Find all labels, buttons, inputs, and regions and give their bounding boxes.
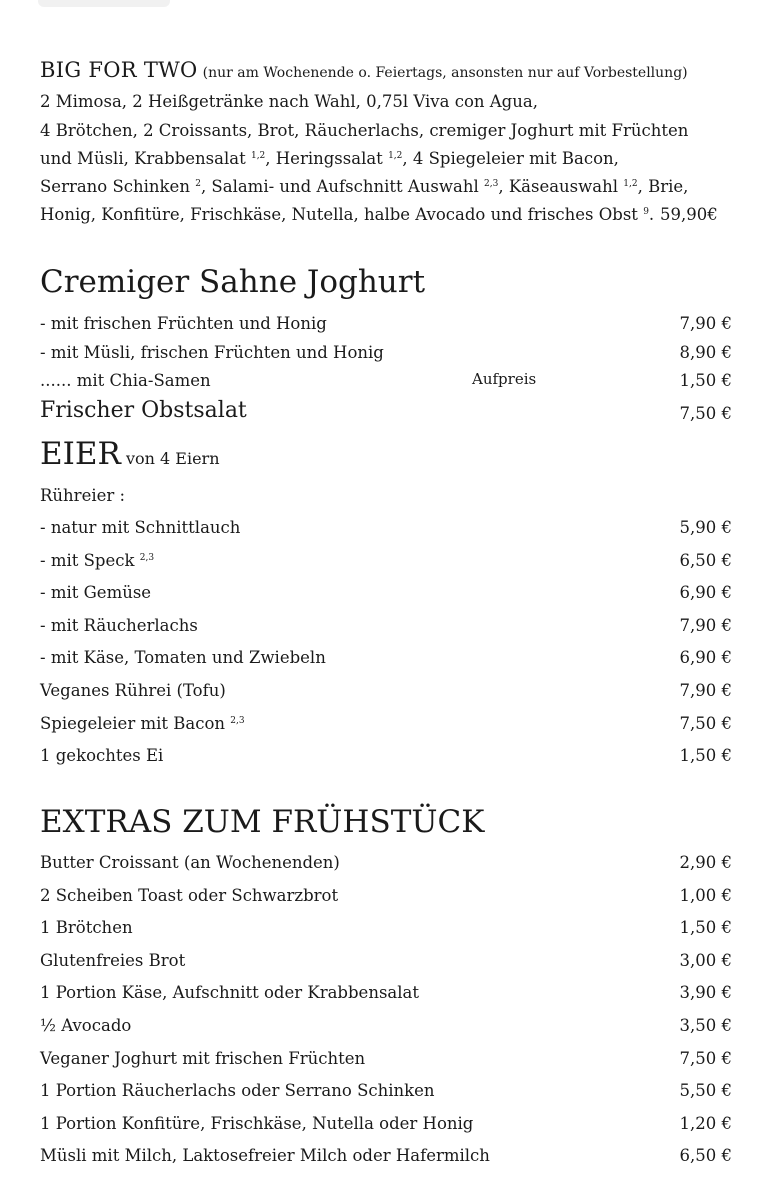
menu-item-price: 1,50 € bbox=[679, 918, 732, 938]
big-for-two-line-3 bbox=[40, 149, 619, 168]
item-text: 1 Portion Käse, Aufschnitt oder Krabbensalat bbox=[40, 983, 420, 1003]
text-part: Serrano Schinken bbox=[40, 177, 196, 196]
big-for-two-line-2: 4 Brötchen, 2 Croissants, Brot, Räucherlachs, cremiger Joghurt mit Früchten bbox=[40, 121, 689, 140]
allergen-sup: 9 bbox=[643, 207, 649, 217]
item-text: Veganer Joghurt mit frischen Früchten bbox=[40, 1048, 366, 1068]
item-text: Glutenfreies Brot bbox=[40, 950, 186, 970]
item-text: - natur mit Schnittlauch bbox=[40, 518, 241, 537]
item-text: - mit Gemüse bbox=[40, 583, 152, 603]
menu-item-price: 7,50 € bbox=[679, 713, 732, 733]
menu-item-label bbox=[40, 371, 211, 390]
menu-item-label bbox=[40, 886, 338, 905]
item-text: 1 Portion Konfitüre, Frischkäse, Nutella oder Honig bbox=[40, 1113, 474, 1133]
menu-item-label bbox=[40, 648, 326, 667]
item-text: - mit Müsli, frischen Früchten und Honig bbox=[40, 342, 384, 362]
text-part: und Müsli, Krabbensalat bbox=[40, 149, 251, 168]
text-part: , Käseauswahl bbox=[498, 177, 624, 196]
menu-item-price: 6,50 € bbox=[679, 1146, 732, 1166]
menu-item-price: 5,50 € bbox=[679, 1081, 732, 1101]
item-text: Veganes Rührei (Tofu) bbox=[40, 681, 226, 700]
big-for-two-title: BIG FOR TWO bbox=[40, 58, 198, 82]
eier-heading-row bbox=[40, 436, 220, 472]
allergen-sup: 2,3 bbox=[230, 715, 245, 726]
item-text: - mit Räucherlachs bbox=[40, 615, 198, 635]
menu-item-label bbox=[40, 583, 151, 602]
menu-item-label bbox=[40, 681, 226, 700]
menu-item-price: 6,90 € bbox=[679, 583, 732, 603]
menu-item-label bbox=[40, 1081, 435, 1100]
obstsalat-price: 7,50 € bbox=[679, 404, 732, 423]
big-for-two-line-5 bbox=[40, 205, 654, 224]
item-text: - mit frischen Früchten und Honig bbox=[40, 314, 327, 333]
big-for-two-note: (nur am Wochenende o. Feiertags, ansonsten nur auf Vorbestellung) bbox=[202, 65, 688, 81]
menu-item-label bbox=[40, 746, 163, 765]
eier-subheading: von 4 Eiern bbox=[125, 449, 220, 468]
obstsalat-label: Frischer Obstsalat bbox=[40, 398, 247, 423]
menu-item-price: 3,00 € bbox=[679, 950, 732, 970]
item-text: ½ Avocado bbox=[40, 1016, 132, 1035]
menu-item-price: 3,90 € bbox=[679, 983, 732, 1003]
text-part: , 4 Spiegeleier mit Bacon, bbox=[402, 149, 619, 168]
item-text: 2 Scheiben Toast oder Schwarzbrot bbox=[40, 885, 339, 905]
allergen-sup: 2,3 bbox=[139, 552, 155, 563]
menu-item-label bbox=[40, 951, 185, 970]
chia-extra-note: Aufpreis bbox=[472, 370, 537, 388]
top-scroll-edge bbox=[38, 0, 170, 7]
menu-item-price: 7,50 € bbox=[679, 1048, 732, 1068]
menu-item-label bbox=[40, 518, 240, 537]
menu-item-label bbox=[40, 551, 154, 570]
big-for-two-title-row bbox=[40, 58, 688, 82]
text-part: Honig, Konfitüre, Frischkäse, Nutella, halbe Avocado und frisches Obst bbox=[40, 205, 644, 224]
menu-item-price: 7,90 € bbox=[679, 681, 732, 700]
menu-item-label bbox=[40, 918, 133, 937]
menu-item-label bbox=[40, 1114, 473, 1133]
menu-item-price: 2,90 € bbox=[679, 853, 732, 872]
menu-item-label bbox=[40, 714, 245, 733]
menu-item-label bbox=[40, 1146, 490, 1165]
menu-item-price: 6,90 € bbox=[679, 648, 732, 668]
text-part: , Salami- und Aufschnitt Auswahl bbox=[200, 177, 484, 196]
menu-item-price: 7,90 € bbox=[679, 615, 732, 635]
eier-heading: EIER bbox=[40, 436, 121, 472]
menu-item-price: 5,90 € bbox=[679, 518, 732, 537]
allergen-sup: 2,3 bbox=[484, 179, 499, 189]
menu-item-label bbox=[40, 983, 419, 1002]
allergen-sup: 1,2 bbox=[623, 179, 638, 189]
menu-item-label bbox=[40, 1049, 365, 1068]
menu-item-price: 6,50 € bbox=[679, 550, 732, 570]
joghurt-heading: Cremiger Sahne Joghurt bbox=[40, 264, 426, 300]
menu-item-label bbox=[40, 343, 384, 362]
menu-item-price: 1,00 € bbox=[679, 885, 732, 905]
big-for-two-line-1: 2 Mimosa, 2 Heißgetränke nach Wahl, 0,75l Viva con Agua, bbox=[40, 92, 538, 111]
allergen-sup: 2 bbox=[195, 179, 201, 189]
ruehreier-label: Rühreier : bbox=[40, 486, 126, 505]
menu-item-label bbox=[40, 853, 340, 872]
menu-item-price: 1,50 € bbox=[679, 371, 732, 390]
menu-item-price: 8,90 € bbox=[679, 342, 732, 362]
item-text: Müsli mit Milch, Laktosefreier Milch oder Hafermilch bbox=[40, 1146, 490, 1166]
allergen-sup: 1,2 bbox=[388, 151, 403, 161]
item-text: Butter Croissant (an Wochenenden) bbox=[40, 853, 340, 872]
item-text: - mit Käse, Tomaten und Zwiebeln bbox=[40, 648, 326, 668]
menu-item-label bbox=[40, 1016, 131, 1035]
menu-item-label bbox=[40, 314, 327, 333]
text-part: . bbox=[648, 205, 655, 224]
item-text: 1 gekochtes Ei bbox=[40, 746, 164, 766]
menu-item-label bbox=[40, 616, 198, 635]
menu-item-price: 3,50 € bbox=[679, 1016, 732, 1035]
allergen-sup: 1,2 bbox=[250, 151, 266, 161]
item-text: ...... mit Chia-Samen bbox=[40, 371, 211, 390]
menu-item-price: 7,90 € bbox=[679, 314, 732, 333]
item-text: - mit Speck bbox=[40, 550, 140, 570]
big-for-two-line-4 bbox=[40, 177, 688, 196]
big-for-two-price: 59,90€ bbox=[660, 205, 718, 224]
menu-item-price: 1,50 € bbox=[679, 746, 732, 766]
text-part: , Brie, bbox=[637, 177, 689, 196]
item-text: Spiegeleier mit Bacon bbox=[40, 713, 231, 733]
item-text: 1 Portion Räucherlachs oder Serrano Schinken bbox=[40, 1081, 435, 1101]
extras-heading: EXTRAS ZUM FRÜHSTÜCK bbox=[40, 804, 485, 840]
menu-item-price: 1,20 € bbox=[679, 1113, 732, 1133]
text-part: , Heringssalat bbox=[265, 149, 389, 168]
item-text: 1 Brötchen bbox=[40, 918, 133, 938]
